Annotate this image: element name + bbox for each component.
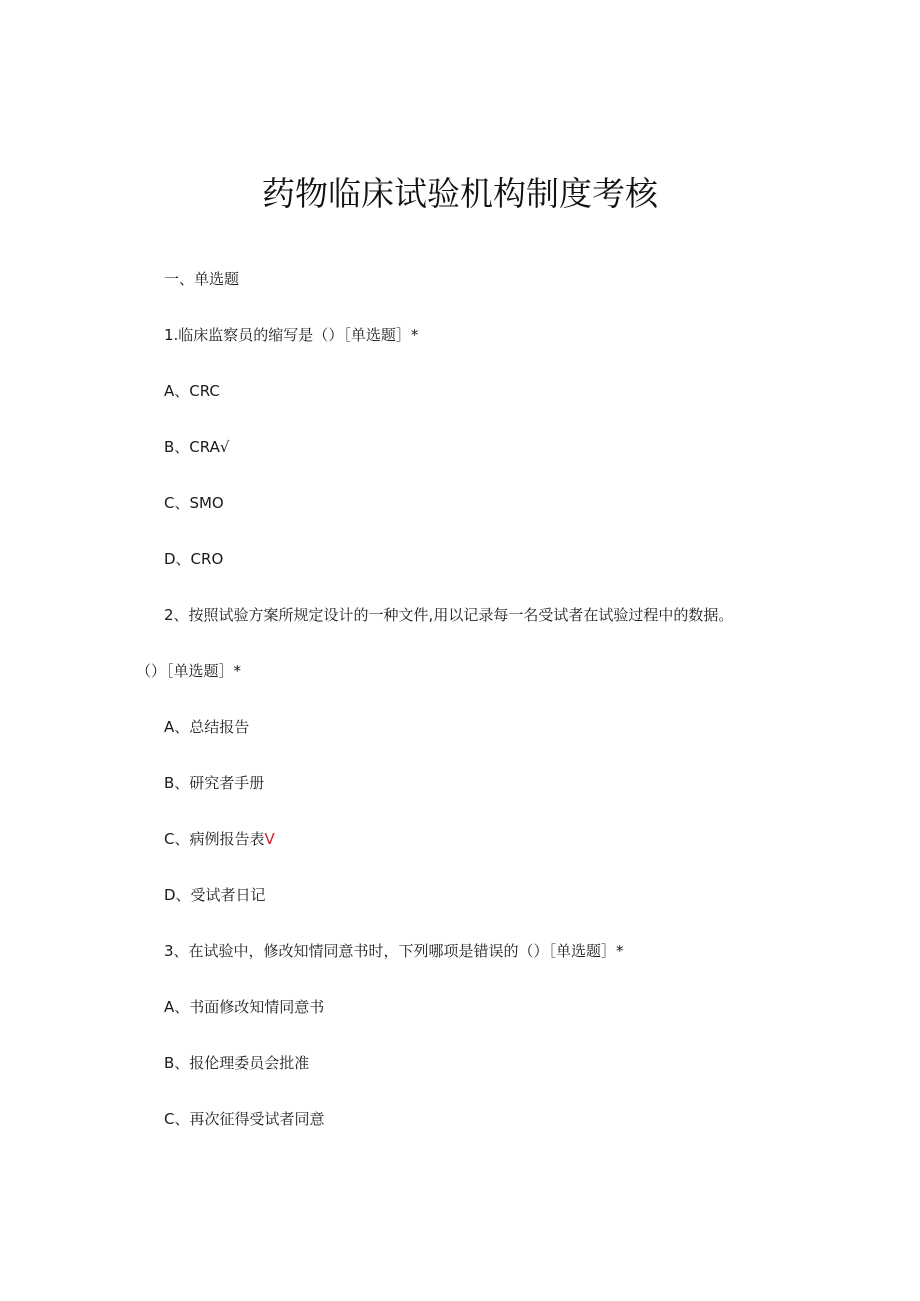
question-2-option-b: B、研究者手册 [164, 774, 265, 792]
question-3-stem: 3、在试验中，修改知情同意书时，下列哪项是错误的（）［单选题］* [164, 942, 624, 960]
document-title: 药物临床试验机构制度考核 [262, 174, 658, 213]
question-1-option-c: C、SMO [164, 494, 224, 512]
question-2-option-d: D、受试者日记 [164, 886, 266, 904]
question-1-stem: 1.临床监察员的缩写是（）［单选题］* [164, 326, 419, 344]
question-2-option-a: A、总结报告 [164, 718, 250, 736]
question-3-option-c: C、再次征得受试者同意 [164, 1110, 325, 1128]
section-heading: 一、单选题 [164, 270, 240, 288]
question-1-option-a: A、CRC [164, 382, 220, 400]
question-2-option-c [164, 828, 275, 850]
option-text: C、病例报告表 [164, 830, 265, 848]
question-2-stem-line1: 2、按照试验方案所规定设计的一种文件,用以记录每一名受试者在试验过程中的数据。 [164, 606, 734, 624]
question-3-option-b: B、报伦理委员会批准 [164, 1054, 310, 1072]
question-1-option-b: B、CRA√ [164, 438, 230, 456]
question-1-option-d: D、CRO [164, 550, 224, 568]
question-2-stem-line2: （）［单选题］* [136, 662, 242, 680]
question-3-option-a: A、书面修改知情同意书 [164, 998, 325, 1016]
answer-check-mark: V [264, 830, 275, 848]
